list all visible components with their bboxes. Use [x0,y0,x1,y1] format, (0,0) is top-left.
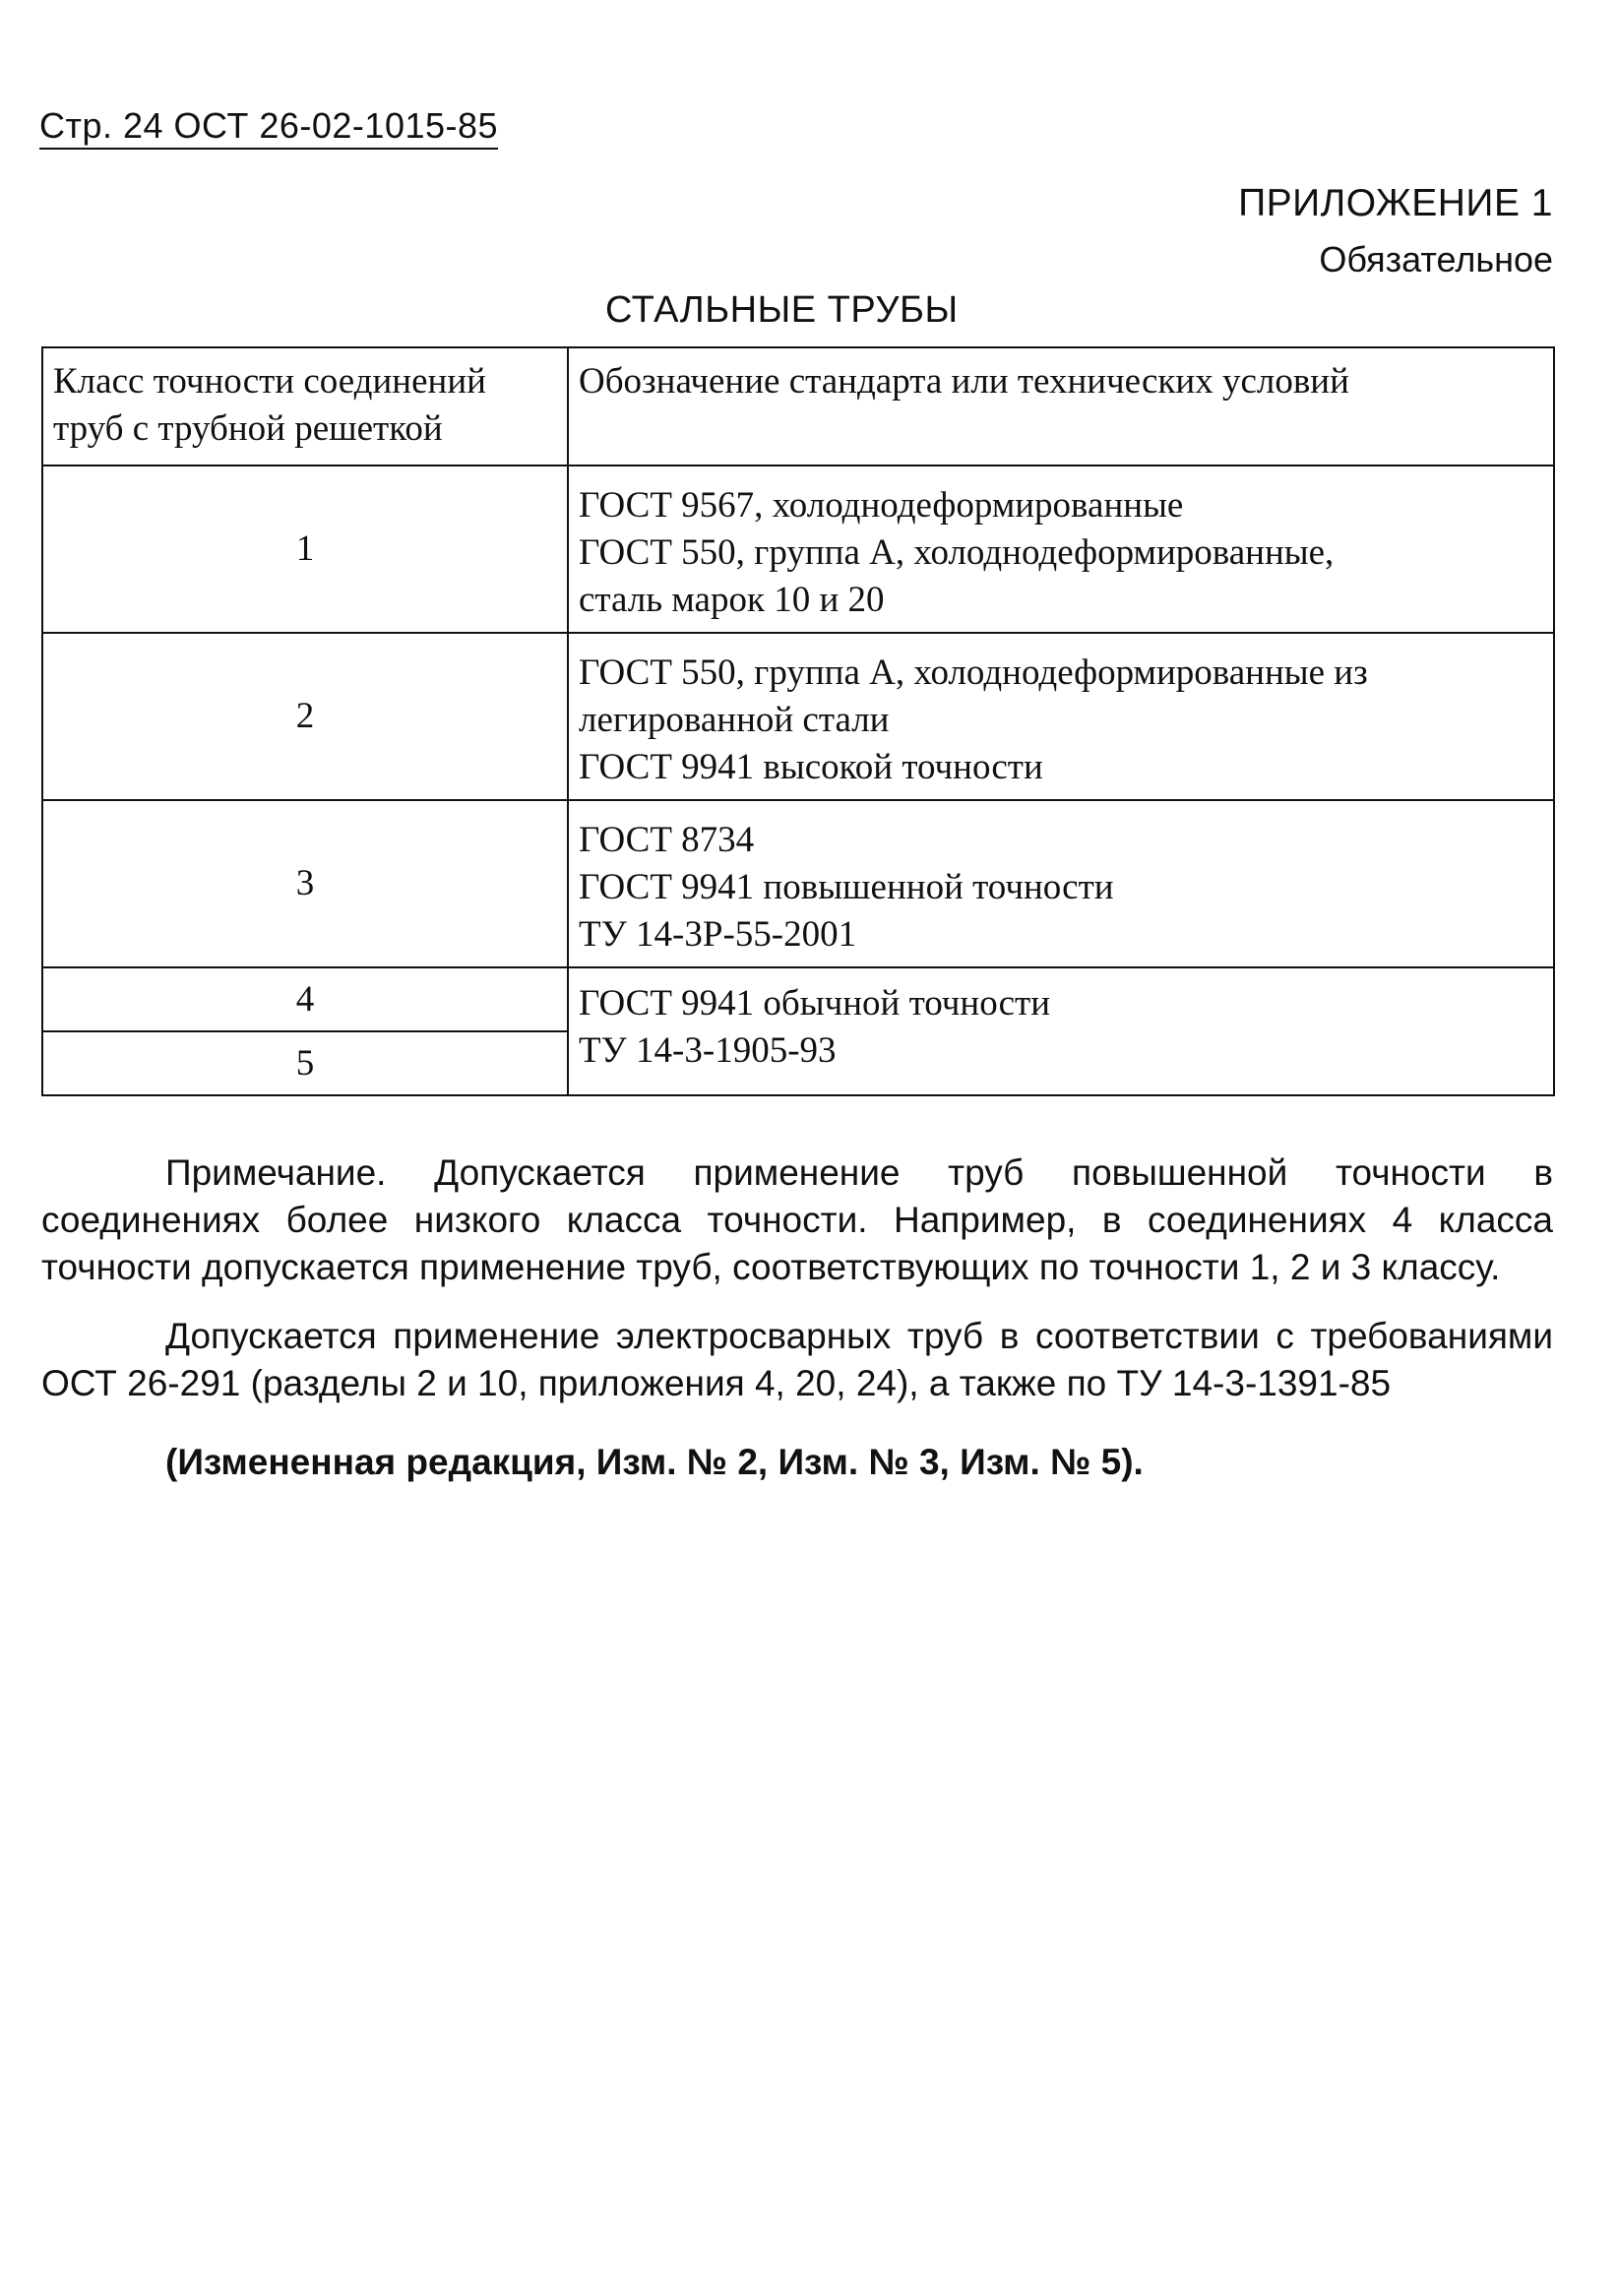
table-row [42,967,1554,1031]
standard-line: ТУ 14-3-1905-93 [579,1030,837,1071]
class-cell: 1 [42,465,568,633]
standard-line: ГОСТ 550, группа А, холоднодеформированные, [579,532,1335,573]
table-title: СТАЛЬНЫЕ ТРУБЫ [605,289,959,331]
standard-cell [568,465,1554,633]
amendment-note: (Измененная редакция, Изм. № 2, Изм. № 3, Изм. № 5). [165,1442,1144,1482]
standard-line: ГОСТ 550, группа А, холоднодеформированные из [579,652,1368,693]
welded-pipes-paragraph: Допускается применение электросварных труб в соответствии с требованиями ОСТ 26-291 (разделы 2 и 10, приложения 4, 20, 24), а также по ТУ 14-3-1391-85 [41,1316,1553,1403]
class-cell: 4 [42,967,568,1031]
standard-line: ГОСТ 9941 повышенной точности [579,867,1114,907]
standard-line: ГОСТ 9941 обычной точности [579,983,1051,1024]
standard-cell [568,800,1554,967]
standard-line: легированной стали [579,700,890,740]
class-cell: 2 [42,633,568,800]
standard-cell [568,967,1554,1095]
standard-cell [568,633,1554,800]
table-header-row [42,347,1554,465]
appendix-status: Обязательное [1319,239,1553,279]
table-row [42,800,1554,967]
standard-line: сталь марок 10 и 20 [579,580,885,620]
standard-line: ГОСТ 9567, холоднодеформированные [579,485,1184,526]
table-row [42,633,1554,800]
steel-pipes-table [41,346,1555,1096]
note-paragraph: Примечание. Допускается применение труб повышенной точности в соединениях более низкого класса точности. Например, в соединениях 4 класса точности допускается применение труб, соответствующих по точности 1, 2 и 3 классу. [41,1152,1553,1287]
table-row [42,465,1554,633]
class-cell: 3 [42,800,568,967]
standard-line: ТУ 14-3Р-55-2001 [579,914,857,955]
standard-line: ГОСТ 9941 высокой точности [579,747,1043,787]
standard-line: ГОСТ 8734 [579,820,755,860]
column-header-class: Класс точности соединений труб с трубной решеткой [42,347,568,465]
class-cell: 5 [42,1031,568,1095]
page-header: Стр. 24 ОСТ 26-02-1015-85 [39,106,498,150]
notes-section [41,1149,1553,1508]
appendix-title: ПРИЛОЖЕНИЕ 1 [1238,182,1553,224]
column-header-standard: Обозначение стандарта или технических условий [568,347,1554,465]
